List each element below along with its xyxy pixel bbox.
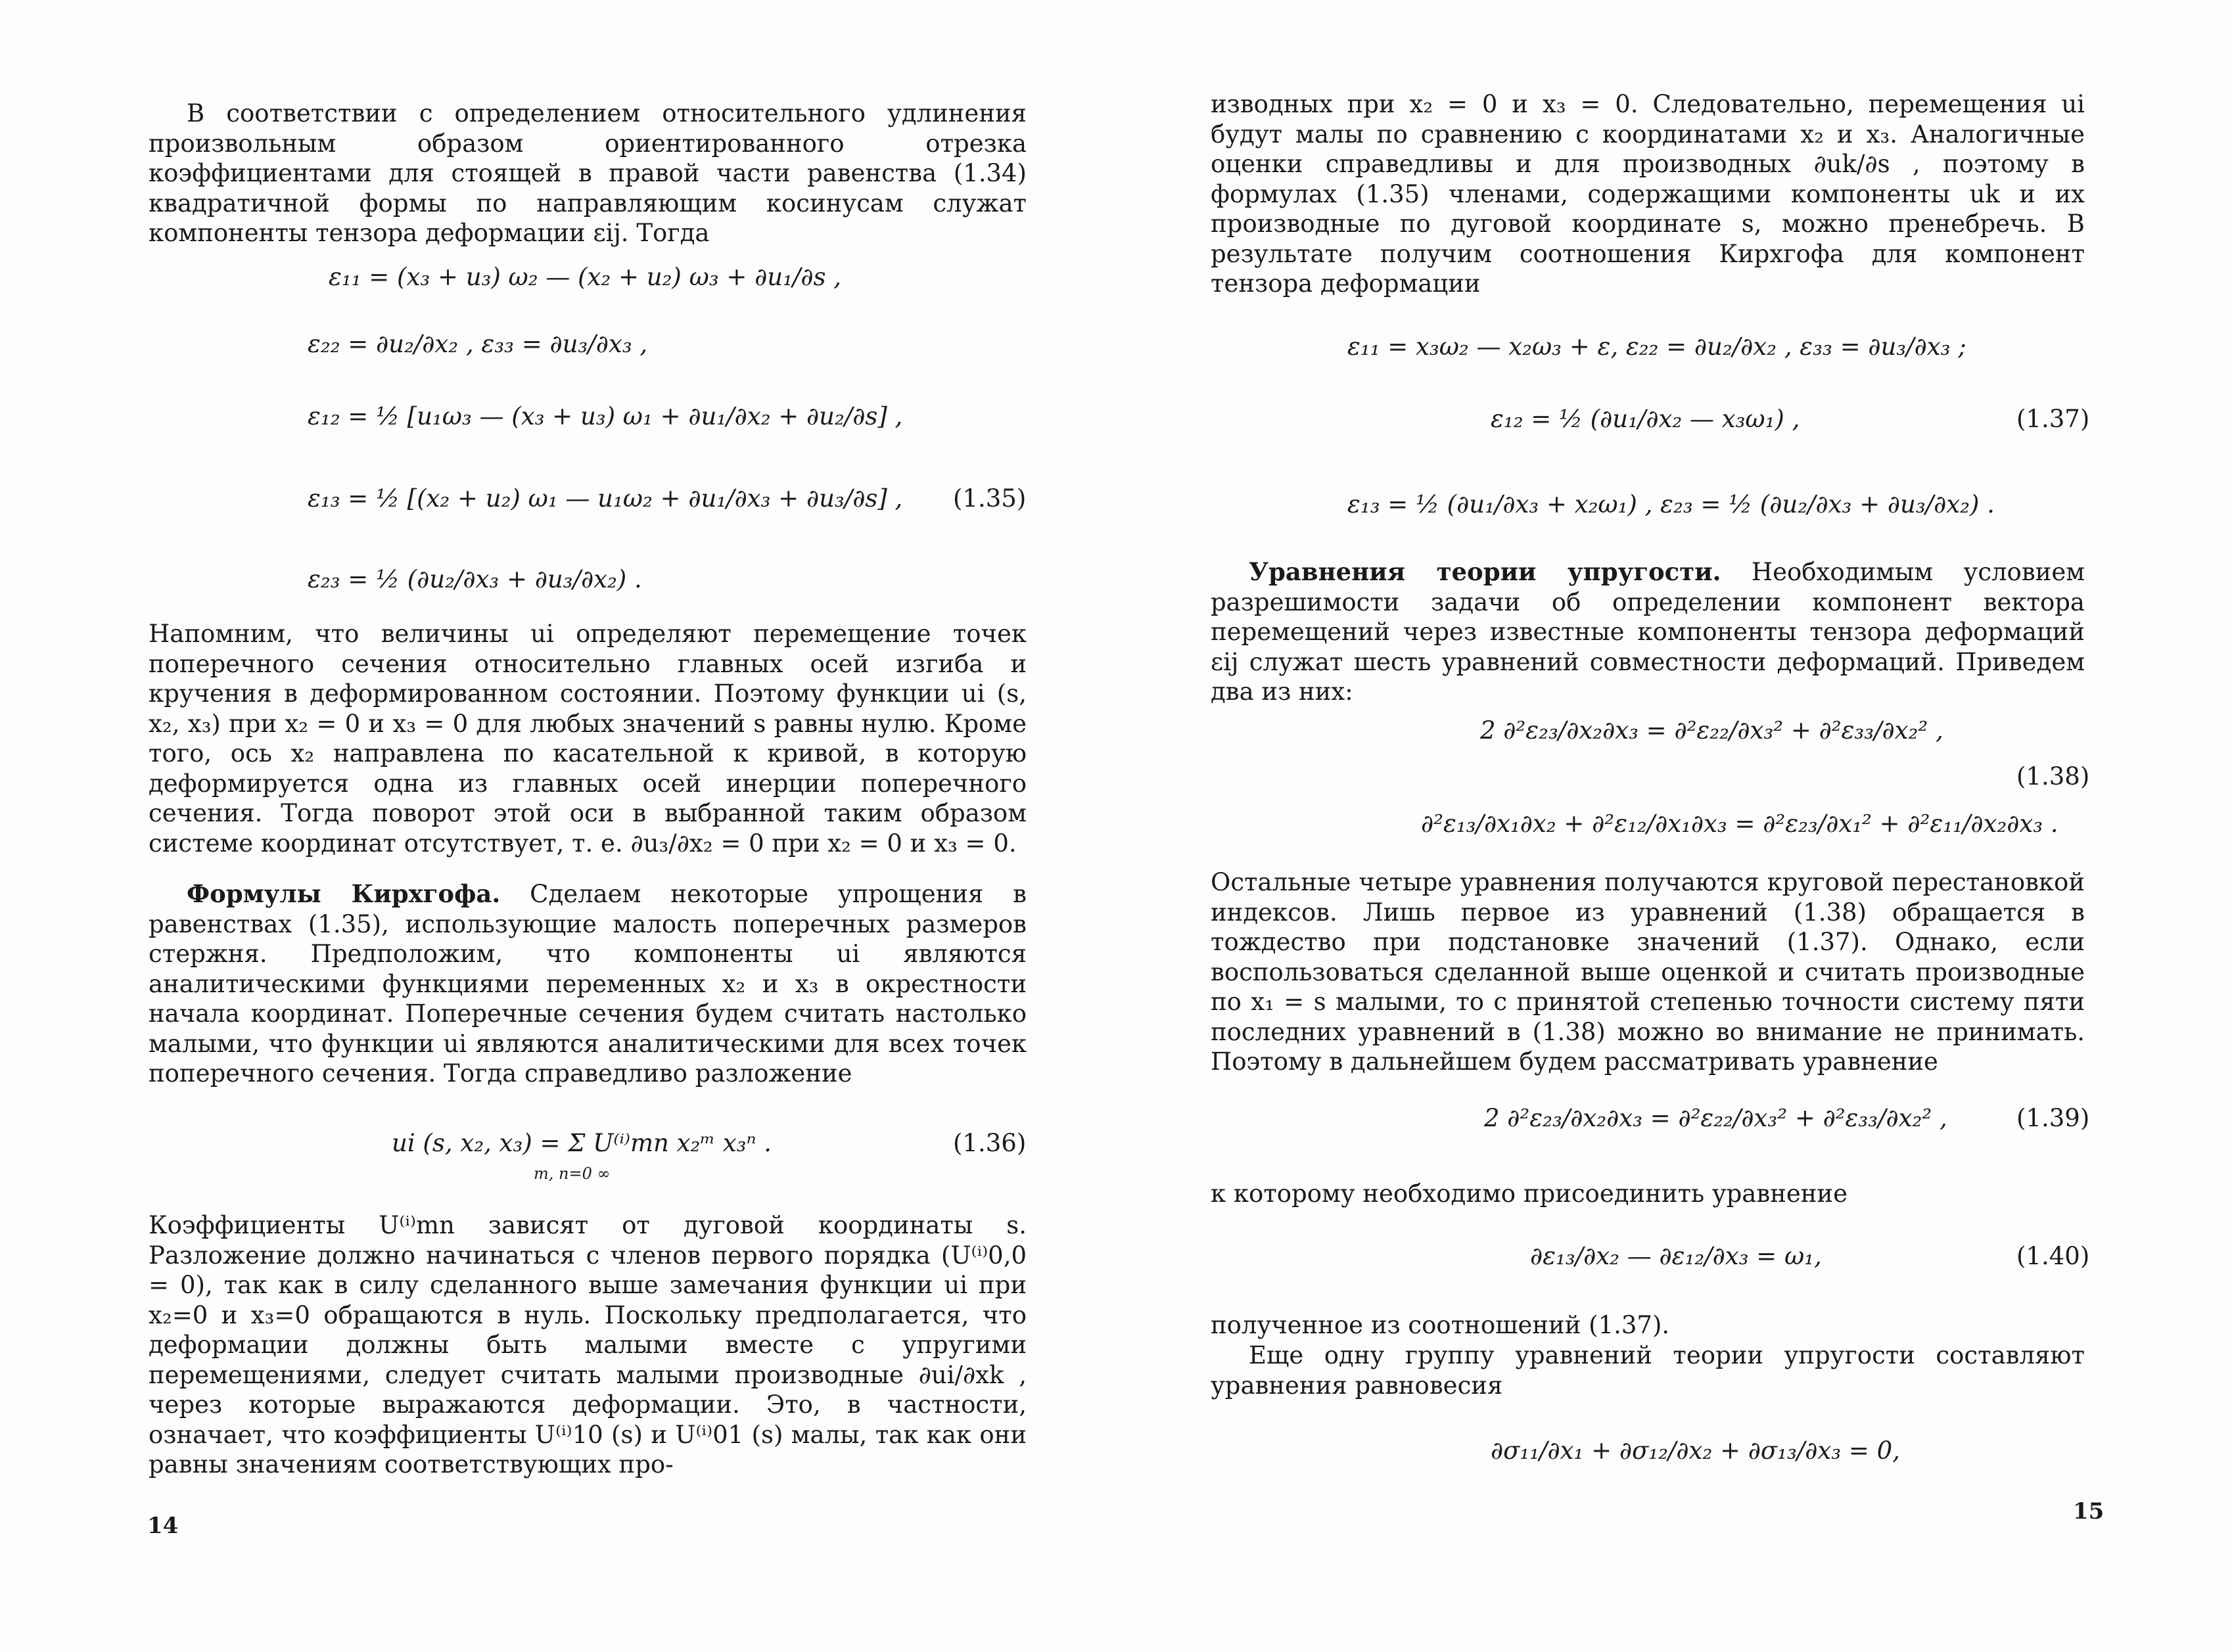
paragraph-4: Коэффициенты U⁽ⁱ⁾mn зависят от дуговой координаты s. Разложение должно начинаться с членов первого порядка (U⁽ⁱ⁾0,0 = 0), так как в силу сделанного выше замечания функции ui при x₂=0 и x₃=0 обращаются в нуль. Поскольку предполагается, что деформации должны быть малыми вместе с упругими перемещениями, следует считать малыми производные ∂ui/∂xk , через которые выражаются деформации. Это, в частности, означает, что коэффициенты U⁽ⁱ⁾10 (s) и U⁽ⁱ⁾01 (s) малы, так как они равны значениям соответствующих про- <box>149 1211 1027 1479</box>
equation-1-35-line-4: ε₁₃ = ½ [(x₂ + u₂) ω₁ — u₁ω₂ + ∂u₁/∂x₃ + ∂u₃/∂s] , <box>308 484 903 513</box>
paragraph-1: изводных при x₂ = 0 и x₃ = 0. Следовательно, перемещения ui будут малы по сравнению с координатами x₂ и x₃. Аналогичные оценки справедливы и для производных ∂uk/∂s , поэтому в формулах (1.35) членами, содержащими компоненты uk и их производные по дуговой координате s, можно пренебречь. В результате получим соотношения Кирхгофа для компонент тензора деформации <box>1211 90 2085 298</box>
equation-number-1-39: (1.39) <box>2016 1104 2090 1132</box>
paragraph-3: Остальные четыре уравнения получаются круговой перестановкой индексов. Лишь первое из уравнений (1.38) обращается в тождество при подстановке значений (1.37). Однако, если воспользоваться сделанной выше оценкой и считать производные по x₁ = s малыми, то с принятой степенью точности систему пяти последних уравнений в (1.38) можно во внимание не принимать. Поэтому в дальнейшем будем рассматривать уравнение <box>1211 868 2085 1076</box>
page-number: 14 <box>147 1513 179 1539</box>
equation-1-37-line-3: ε₁₃ = ½ (∂u₁/∂x₃ + x₂ω₁) , ε₂₃ = ½ (∂u₂/∂x₃ + ∂u₃/∂x₂) . <box>1347 490 1995 518</box>
page-number: 15 <box>2073 1498 2104 1525</box>
section-heading-kirchhoff: Формулы Кирхгофа. <box>187 879 501 908</box>
equation-1-35-line-5: ε₂₃ = ½ (∂u₂/∂x₃ + ∂u₃/∂x₂) . <box>308 565 642 593</box>
paragraph-2 <box>1211 557 2085 707</box>
equation-number-1-37: (1.37) <box>2016 405 2090 433</box>
equation-number-1-35: (1.35) <box>953 484 1027 513</box>
equation-1-38-line-1: 2 ∂²ε₂₃/∂x₂∂x₃ = ∂²ε₂₂/∂x₃² + ∂²ε₃₃/∂x₂² , <box>1480 716 1943 745</box>
equation-number-1-36: (1.36) <box>953 1129 1027 1157</box>
equation-number-1-40: (1.40) <box>2016 1242 2090 1270</box>
paragraph-1: В соответствии с определением относительного удлинения произвольным образом ориентированного отрезка коэффициентами для стоящей в правой части равенства (1.34) квадратичной формы по направляющим косинусам служат компоненты тензора деформации εij. Тогда <box>149 99 1027 247</box>
equation-1-36: ui (s, x₂, x₃) = Σ U⁽ⁱ⁾mn x₂ᵐ x₃ⁿ . <box>392 1129 772 1157</box>
right-page <box>1116 0 2232 1652</box>
equation-1-35-line-1: ε₁₁ = (x₃ + u₃) ω₂ — (x₂ + u₂) ω₃ + ∂u₁/∂s , <box>329 263 842 291</box>
equation-1-36-limits: m, n=0 ∞ <box>534 1164 611 1183</box>
equation-1-37-line-1: ε₁₁ = x₃ω₂ — x₂ω₃ + ε, ε₂₂ = ∂u₂/∂x₂ , ε₃₃ = ∂u₃/∂x₃ ; <box>1347 333 1966 361</box>
paragraph-5: полученное из соотношений (1.37). <box>1211 1311 1670 1339</box>
equation-1-38-line-2: ∂²ε₁₃/∂x₁∂x₂ + ∂²ε₁₂/∂x₁∂x₃ = ∂²ε₂₃/∂x₁² + ∂²ε₁₁/∂x₂∂x₃ . <box>1421 810 2058 838</box>
paragraph-2: Напомним, что величины ui определяют перемещение точек поперечного сечения относительно главных осей изгиба и кручения в деформированном состоянии. Поэтому функции ui (s, x₂, x₃) при x₂ = 0 и x₃ = 0 для любых значений s равны нулю. Кроме того, ось x₂ направлена по касательной к кривой, в которую деформируется одна из главных осей инерции поперечного сечения. Тогда поворот этой оси в выбранной таким образом системе координат отсутствует, т. е. ∂u₃/∂x₂ = 0 при x₂ = 0 и x₃ = 0. <box>149 620 1027 858</box>
equation-1-41: ∂σ₁₁/∂x₁ + ∂σ₁₂/∂x₂ + ∂σ₁₃/∂x₃ = 0, <box>1491 1436 1900 1465</box>
paragraph-2-text: Необходимым условием разрешимости задачи об определении компонент вектора перемещений через известные компоненты тензора деформаций εij служат шесть уравнений совместности деформаций. Приведем два из них: <box>1211 558 2085 706</box>
equation-1-40: ∂ε₁₃/∂x₂ — ∂ε₁₂/∂x₃ = ω₁, <box>1530 1242 1822 1270</box>
equation-1-35-line-2: ε₂₂ = ∂u₂/∂x₂ , ε₃₃ = ∂u₃/∂x₃ , <box>308 330 648 358</box>
equation-1-37-line-2: ε₁₂ = ½ (∂u₁/∂x₂ — x₃ω₁) , <box>1491 405 1800 433</box>
paragraph-4: к которому необходимо присоединить уравнение <box>1211 1180 1848 1208</box>
section-heading-elasticity: Уравнения теории упругости. <box>1249 557 1721 586</box>
equation-1-35-line-3: ε₁₂ = ½ [u₁ω₃ — (x₃ + u₃) ω₁ + ∂u₁/∂x₂ + ∂u₂/∂s] , <box>308 402 903 430</box>
paragraph-6: Еще одну группу уравнений теории упругости составляют уравнения равновесия <box>1211 1341 2085 1400</box>
equation-number-1-38: (1.38) <box>2016 762 2090 791</box>
paragraph-3-text: Сделаем некоторые упрощения в равенствах (1.35), использующие малость поперечных размеров стержня. Предположим, что компоненты ui являются аналитическими функциями переменных x₂ и x₃ в окрестности начала координат. Поперечные сечения будем считать настолько малыми, что функции ui являются аналитическими для всех точек поперечного сечения. Тогда справедливо разложение <box>149 880 1027 1088</box>
paragraph-3 <box>149 879 1027 1089</box>
equation-1-39: 2 ∂²ε₂₃/∂x₂∂x₃ = ∂²ε₂₂/∂x₃² + ∂²ε₃₃/∂x₂² , <box>1484 1104 1947 1132</box>
